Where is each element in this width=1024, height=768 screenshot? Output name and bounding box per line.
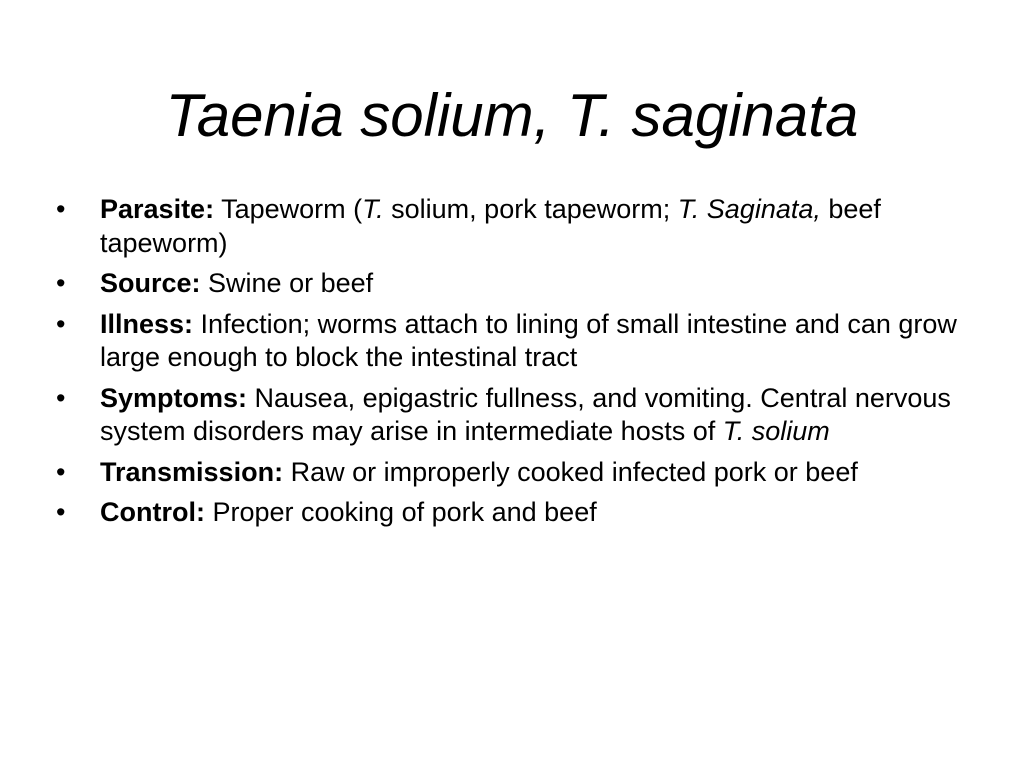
bullet-marker: • [56, 497, 66, 527]
bullet-text [100, 382, 976, 449]
bullet-label: Parasite: [100, 194, 215, 224]
bullet-source [56, 267, 976, 301]
bullet-marker: • [56, 194, 66, 224]
bullet-label: Illness: [100, 308, 194, 339]
bullet-italic: T. solium [722, 416, 830, 446]
bullet-label: Transmission: [100, 456, 284, 487]
bullet-list [56, 193, 976, 537]
bullet-body: Nausea, epigastric fullness, and vomiting. Central nervous system disorders may arise in intermediate hosts of [100, 382, 951, 446]
bullet-text [100, 456, 976, 490]
bullet-transmission [56, 456, 976, 490]
bullet-marker: • [56, 268, 66, 298]
bullet-label: Control: [100, 497, 205, 527]
bullet-text [100, 267, 976, 301]
bullet-label: Symptoms: [100, 382, 248, 413]
bullet-body: Raw or improperly cooked infected pork or beef [283, 456, 858, 487]
bullet-illness [56, 308, 976, 375]
bullet-body: Swine or beef [200, 268, 374, 298]
bullet-control [56, 496, 976, 530]
bullet-body: Proper cooking of pork and beef [204, 497, 597, 527]
bullet-text [100, 496, 976, 530]
bullet-body: Infection; worms attach to lining of small intestine and can grow large enough to block the intestinal tract [100, 308, 957, 372]
bullet-marker: • [56, 456, 66, 487]
bullet-body: solium, pork tapeworm; [383, 194, 678, 224]
slide-title: Taenia solium, T. saginata [165, 82, 859, 149]
bullet-body: beef tapeworm) [100, 194, 881, 258]
bullet-italic: T. [362, 194, 384, 224]
bullet-label: Source: [100, 268, 201, 298]
bullet-body: Tapeworm ( [214, 194, 363, 224]
bullet-parasite [56, 193, 976, 260]
bullet-symptoms [56, 382, 976, 449]
bullet-marker: • [56, 308, 66, 339]
bullet-text [100, 308, 976, 375]
bullet-marker: • [56, 382, 66, 413]
bullet-italic: T. Saginata, [677, 194, 821, 224]
bullet-text [100, 193, 976, 260]
